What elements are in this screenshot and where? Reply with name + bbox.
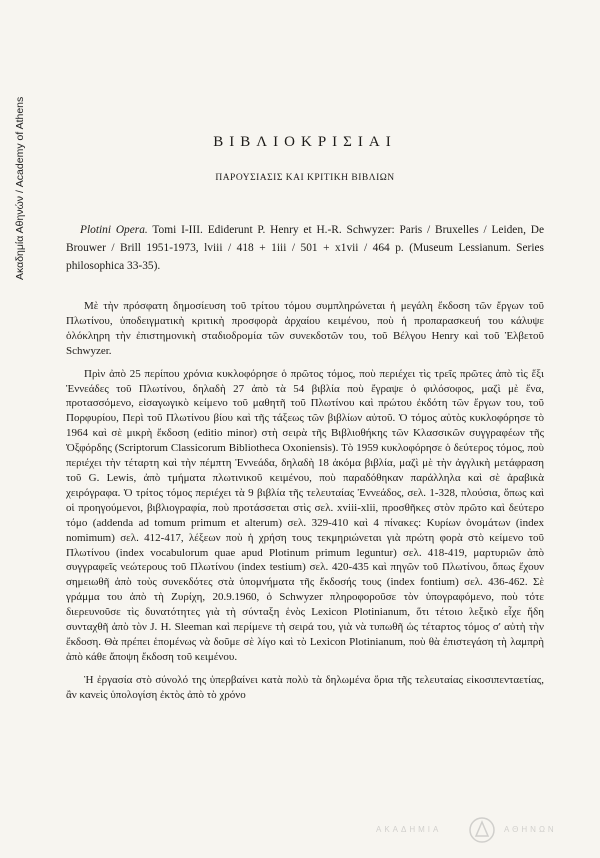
side-caption: Ακαδημία Αθηνών / Academy of Athens: [14, 96, 26, 280]
document-page: [66, 134, 544, 703]
paragraph-3: Ἡ ἐργασία στὸ σύνολό της ὑπερβαίνει κατὰ πολὺ τὰ δηλωμένα ὅρια τῆς τελευταίας εἰκοσιπενταετίας, ἂν κανεὶς ὑπολογίση ἐκτὸς ἀπὸ τὸ χρόνο: [66, 673, 544, 701]
book-citation: [66, 221, 544, 275]
section-subheading: ΠΑΡΟΥΣΙΑΣΙΣ ΚΑΙ ΚΡΙΤΙΚΗ ΒΙΒΛΙΩΝ: [215, 173, 395, 183]
academy-watermark: [376, 816, 586, 846]
paragraph-2: Πρὶν ἀπὸ 25 περίπου χρόνια κυκλοφόρησε ὁ πρῶτος τόμος, ποὺ περιέχει τὶς τρεῖς πρῶτες ἀπὸ τὶς ἕξι Ἐννεάδες τοῦ Πλωτίνου, δηλαδὴ 27 ἀπὸ τὰ 54 βιβλία ποὺ ἔγραψε ὁ φιλόσοφος, μαζὶ μὲ ἕνα, προτασσόμενο, εἰσαγωγικὸ κείμενο τοῦ μαθητῆ τοῦ Πλωτίνου καὶ πρώτου ἐκδότη τῶν ἔργων του, τοῦ Πορφυρίου, Περὶ τοῦ Πλωτίνου βίου καὶ τῆς τάξεως τῶν βιβλίων αὐτοῦ. Ὁ τόμος αὐτὸς κυκλοφόρησε τὸ 1964 καὶ σὲ μικρὴ ἔκδοση (editio minor) στὴ σειρὰ τῆς Βιβλιοθήκης τῶν Κλασσικῶν συγγραφέων τῆς Ὀξφόρδης (Scriptorum Classicorum Bibliotheca Oxoniensis). Τὸ 1959 κυκλοφόρησε ὁ δεύτερος τόμος, ποὺ περιέχει τὴν τέταρτη καὶ τὴν πέμπτη Ἐννεάδα, δηλαδὴ 18 ἀκόμα βιβλία, μαζὶ μὲ τὴν ἀγγλικὴ μετάφραση τοῦ G. Lewis, ἀπὸ τμήματα πλωτινικοῦ κειμένου, ποὺ παραδόθηκαν παράλληλα καὶ σὲ ἀραβικὰ χειρόγραφα. Ὁ τρίτος τόμος περιέχει τὰ 9 βιβλία τῆς τελευταίας Ἐννεάδος, σελ. 1-328, πλούσια, ὅπως καὶ οἱ προηγούμενοι, βιβλιογραφία, ποὺ προτάσσεται στὶς σελ. xviii-xlii, προσθῆκες στὸν πρῶτο καὶ δεύτερο τόμο (addenda ad tomum primum et alterum) σελ. 329-410 καὶ 4 πίνακες: Κυρίων ὀνομάτων (index nomimum) σελ. 412-417, λέξεων ποὺ ἡ χρήση τους τεκμηριώνεται γιὰ πρώτη φορὰ στὸ κείμενο τοῦ Πλωτίνου (index vocabulorum quae apud Plotinum primum leguntur) σελ. 418-419, μαρτυριῶν ἀπὸ συγγραφεῖς νεώτερους τοῦ Πλωτίνου (index testium) σελ. 420-435 καὶ πηγῶν τοῦ Πλωτίνου, ὅπως ἔχουν σημειωθῆ ἀπὸ τοὺς συνεκδότες στὰ ὑπομνήματα τῆς ἔκδοσής τους (index fontium) σελ. 436-462. Σὲ γράμμα του ἀπὸ τὴ Ζυρίχη, 20.9.1960, ὁ Schwyzer πληροφοροῦσε τὸν ὑπογραφόμενο, ποὺ τότε διερευνοῦσε τὶς δυνατότητες γιὰ τὴ σύνταξη ἑνὸς Lexicon Plotinianum, ὅτι τέτοιο λεξικὸ εἶχε ἤδη συνταχθῆ ἀπὸ τὸν J. H. Sleeman καὶ περίμενε τὴ σειρά του, γιὰ νὰ τυπωθῆ ὡς τέταρτος τόμος σ' αὐτὴ τὴν ἔκδοση. Θὰ πρέπει ἑπομένως νὰ δοῦμε σὲ λίγο καὶ τὸ Lexicon Plotinianum, ποὺ θὰ ἐπιστεγάση τὴ λαμπρὴ ἀπὸ κάθε ἄποψη ἔκδοση τοῦ κειμένου.: [66, 367, 544, 663]
citation-details: Tomi I-III. Ediderunt P. Henry et H.-R. Schwyzer: Paris / Bruxelles / Leiden, De Brouwer / Brill 1951-1973, lviii / 418 + 1iii / 501 + x1vii / 464 p. (Museum Lessianum. Series philosophica 33-35).: [66, 224, 544, 272]
academy-seal-icon: [468, 816, 496, 844]
paragraph-1: Μὲ τὴν πρόσφατη δημοσίευση τοῦ τρίτου τόμου συμπληρώνεται ἡ μεγάλη ἔκδοση τῶν ἔργων τοῦ Πλωτίνου, ὑποδειγματικὴ κριτικὴ προσφορὰ ἀρχαίου κειμένου, ποὺ ἡ προπαρασκευή του κάλυψε ὁλόκληρη τὴν ἐπιστημονικὴ σταδιοδρομία τῶν συνεκδοτῶν του, τοῦ Βέλγου Henry καὶ τοῦ Ἑλβετοῦ Schwyzer.: [66, 300, 544, 357]
citation-title: Plotini Opera.: [80, 224, 148, 236]
watermark-text-right: ΑΘΗΝΩΝ: [504, 825, 557, 834]
watermark-text-left: ΑΚΑΔΗΜΙΑ: [376, 825, 442, 834]
section-heading: ΒΙΒΛΙΟΚΡΙΣΙΑΙ: [213, 134, 397, 150]
